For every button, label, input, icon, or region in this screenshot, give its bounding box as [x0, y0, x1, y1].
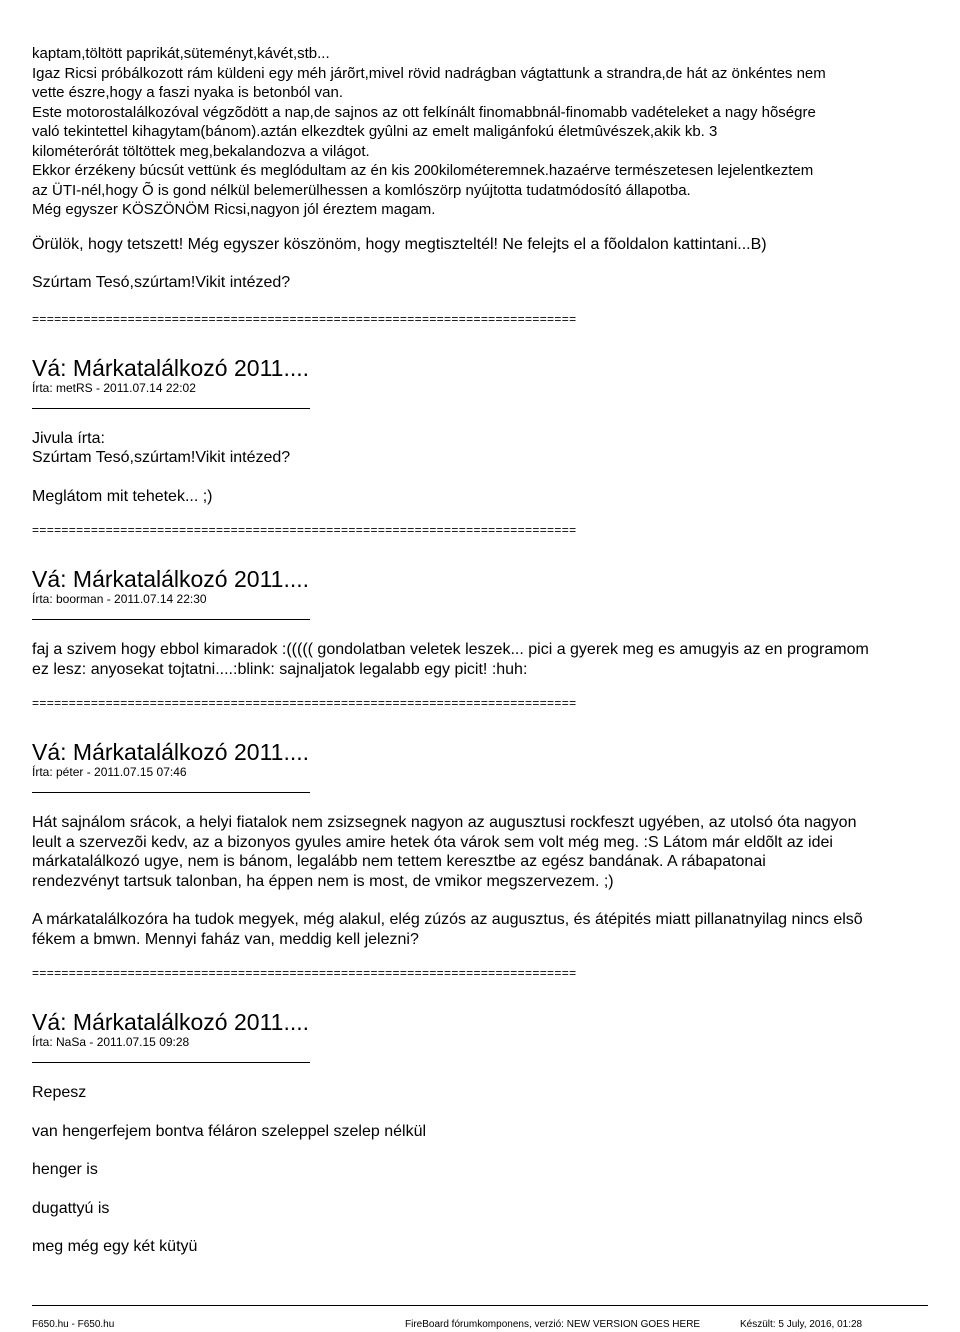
- footer-date: Készült: 5 July, 2016, 01:28: [740, 1319, 863, 1330]
- thanks-line: Örülök, hogy tetszett! Még egyszer köszönöm, hogy megtiszteltél! Ne felejts el a fõoldalon kattintani...B): [32, 235, 767, 253]
- post-line: Meglátom mit tehetek... ;): [32, 487, 213, 505]
- intro-text: [32, 44, 932, 220]
- post-line: ez lesz: anyosekat tojtatni....:blink: sajnaljatok legalabb egy picit! :huh:: [32, 660, 528, 678]
- intro-line: Igaz Ricsi próbálkozott rám küldeni egy méh járõrt,mivel rövid nadrágban vágtattunk a strandra,de hát az önkéntes nem: [32, 64, 826, 82]
- post-rule: [32, 408, 310, 409]
- post-line: Repesz: [32, 1084, 87, 1101]
- post-body: [32, 640, 932, 679]
- post-rule: [32, 792, 310, 793]
- post-meta: Írta: metRS - 2011.07.14 22:02: [32, 380, 196, 395]
- separator: ==========================================================================: [32, 966, 577, 980]
- intro-line: kaptam,töltött paprikát,süteményt,kávét,stb...: [32, 45, 330, 62]
- post-meta: Írta: boorman - 2011.07.14 22:30: [32, 592, 207, 606]
- document-page: [32, 44, 932, 1257]
- intro-line: való tekintettel kihagytam(bánom).aztán elkezdtek gyûlni az emelt maligánfokú életmûvészek,akik kb. 3: [32, 123, 718, 140]
- post-title: Vá: Márkatalálkozó 2011....: [32, 739, 309, 765]
- post-body: [32, 1083, 932, 1257]
- post-meta: Írta: NaSa - 2011.07.15 09:28: [32, 1035, 190, 1049]
- post-line: fékem a bmwn. Mennyi faház van, meddig kell jelezni?: [32, 930, 419, 948]
- separator: ==========================================================================: [32, 311, 577, 326]
- post-line: Hát sajnálom srácok, a helyi fiatalok nem zsizsegnek nagyon az augusztusi rockfeszt ugyében, az utolsó óta nagyon: [32, 814, 857, 831]
- intro-line: Ekkor érzékeny búcsút vettünk és meglódultam az én kis 200kilométeremnek.hazaérve természetesen lejelentkeztem: [32, 162, 814, 179]
- post-title: Vá: Márkatalálkozó 2011....: [32, 566, 309, 592]
- separator: ==========================================================================: [32, 696, 577, 710]
- post-line: faj a szivem hogy ebbol kimaradok :((((( gondolatban veletek leszek... pici a gyerek meg es amugyis az en programom: [32, 641, 869, 658]
- separator: ==========================================================================: [32, 523, 577, 537]
- intro-line: az ÜTI-nél,hogy Õ is gond nélkül belemerülhessen a komlószörp nyújtotta tudatmódosító állapotba.: [32, 181, 691, 199]
- post-title: Vá: Márkatalálkozó 2011....: [32, 354, 309, 381]
- post: [32, 1009, 932, 1257]
- post-body: [32, 813, 932, 949]
- post-line: A márkatalálkozóra ha tudok megyek, még alakul, elég zúzós az augusztus, és átépités miatt pillanatnyilag nincs elsõ: [32, 911, 863, 928]
- question-line: Szúrtam Tesó,szúrtam!Vikit intézed?: [32, 274, 291, 291]
- post-meta: Írta: péter - 2011.07.15 07:46: [32, 765, 187, 779]
- post-line: leult a szervezõi kedv, az a bizonyos gyules amire hetek óta várok sem volt még meg. :S Látom már eldõlt az idei: [32, 833, 833, 851]
- post-line: rendezvényt tartsuk talonban, ha éppen nem is most, de vmikor megszervezem. ;): [32, 872, 614, 890]
- post-line: meg még egy két kütyü: [32, 1238, 198, 1255]
- page-footer: [32, 1305, 928, 1330]
- post: [32, 739, 932, 949]
- intro-line: Még egyszer KÖSZÖNÖM Ricsi,nagyon jól éreztem magam.: [32, 201, 436, 218]
- post-line: henger is: [32, 1161, 98, 1178]
- post-line: Jivula írta:: [32, 429, 105, 447]
- post-line: dugattyú is: [32, 1199, 110, 1217]
- footer-component: FireBoard fórumkomponens, verzió: NEW VERSION GOES HERE: [405, 1319, 701, 1330]
- post-rule: [32, 1062, 310, 1063]
- post-title: Vá: Márkatalálkozó 2011....: [32, 1009, 309, 1035]
- post: [32, 566, 932, 679]
- post: [32, 355, 932, 507]
- intro-line: vette észre,hogy a faszi nyaka is betonból van.: [32, 84, 344, 101]
- intro-line: Este motorostalálkozóval végzõdött a nap,de sajnos az ott felkínált finomabbnál-finomabb vadételeket a nagy hõségre: [32, 103, 816, 121]
- post-body: [32, 429, 932, 507]
- post-line: márkatalálkozó ugye, nem is bánom, legalább nem tettem keresztbe az egész bandának. A rábapatonai: [32, 853, 766, 870]
- footer-site: F650.hu - F650.hu: [32, 1319, 115, 1330]
- post-line: Szúrtam Tesó,szúrtam!Vikit intézed?: [32, 449, 291, 466]
- post-line: van hengerfejem bontva féláron szeleppel szelep nélkül: [32, 1122, 427, 1140]
- post-rule: [32, 619, 310, 620]
- intro-line: kilométerórát töltöttek meg,bekalandozva a világot.: [32, 142, 370, 160]
